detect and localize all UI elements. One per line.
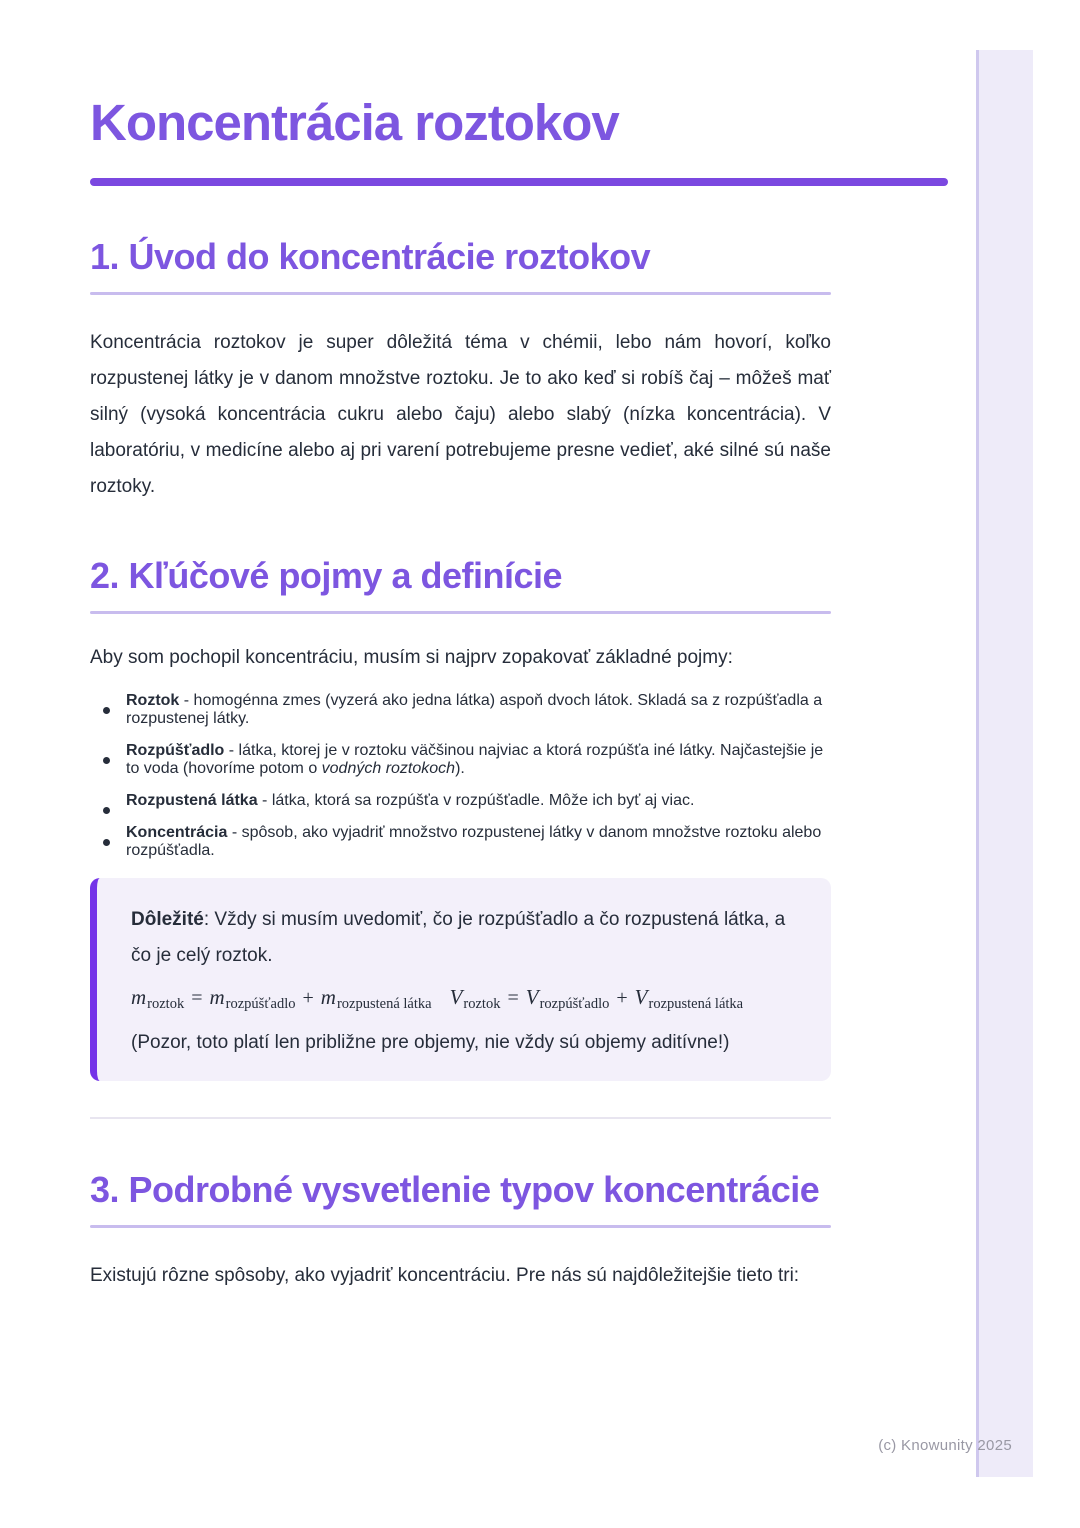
bullet-icon bbox=[103, 839, 110, 846]
formula-sub: rozpúšťadlo bbox=[225, 996, 296, 1012]
important-callout bbox=[90, 878, 831, 1081]
formula-var: m bbox=[209, 985, 225, 1009]
bullet-term: Roztok bbox=[126, 692, 180, 709]
bullet-text: - spôsob, ako vyjadriť množstvo rozpustenej látky v danom množstve roztoku alebo rozpúšťadla. bbox=[126, 824, 822, 859]
section-heading-3: 3. Podrobné vysvetlenie typov koncentrácie bbox=[90, 1169, 820, 1210]
section-key-terms bbox=[90, 553, 831, 1119]
formula-operator: + bbox=[616, 987, 628, 1009]
formula-operator: = bbox=[191, 987, 203, 1009]
bullet-text: ). bbox=[455, 760, 465, 777]
bullet-icon bbox=[103, 807, 110, 814]
formula-sub: roztok bbox=[147, 996, 185, 1012]
heading-underline bbox=[90, 1225, 831, 1228]
title-rule bbox=[90, 178, 948, 186]
bullet-icon bbox=[103, 757, 110, 764]
formula-operator: + bbox=[302, 987, 314, 1009]
section-heading-2: 2. Kľúčové pojmy a definície bbox=[90, 555, 563, 596]
formula-sub: rozpustená látka bbox=[648, 996, 744, 1012]
list-item bbox=[90, 824, 831, 860]
list-item bbox=[90, 792, 831, 810]
formula-var: V bbox=[634, 985, 648, 1009]
callout-colon: : bbox=[203, 909, 215, 930]
bullet-text: - látka, ktorej je v roztoku väčšinou najviac a ktorá rozpúšťa iné látky. Najčastejšie je to voda (hovoríme potom o bbox=[126, 742, 824, 777]
mass-equation bbox=[131, 977, 432, 1024]
bullet-term: Rozpúšťadlo bbox=[126, 742, 225, 759]
callout-label: Dôležité bbox=[131, 909, 204, 930]
bullet-text: - homogénna zmes (vyzerá ako jedna látka) aspoň dvoch látok. Skladá sa z rozpúšťadla a rozpustenej látky. bbox=[126, 692, 823, 727]
volume-equation bbox=[450, 977, 744, 1024]
terms-intro: Aby som pochopil koncentráciu, musím si najprv zopakovať základné pojmy: bbox=[90, 647, 733, 668]
bullet-term: Rozpustená látka bbox=[126, 792, 258, 809]
next-page-edge-strip bbox=[976, 50, 1033, 1477]
bullet-icon bbox=[103, 707, 110, 714]
section-concentration-types bbox=[90, 1167, 831, 1294]
formula-var: V bbox=[525, 985, 539, 1009]
formula-sub: rozpúšťadlo bbox=[539, 996, 610, 1012]
mass-volume-formula bbox=[131, 977, 803, 1024]
section-divider bbox=[90, 1117, 831, 1119]
section-intro bbox=[90, 234, 831, 505]
formula-var: m bbox=[131, 985, 147, 1009]
formula-sub: roztok bbox=[463, 996, 501, 1012]
formula-sub: rozpustená látka bbox=[336, 996, 432, 1012]
bullet-text-italic: vodných roztokoch bbox=[321, 760, 456, 777]
callout-note: (Pozor, toto platí len približne pre objemy, nie vždy sú objemy aditívne!) bbox=[131, 1032, 730, 1053]
heading-underline bbox=[90, 611, 831, 614]
list-item bbox=[90, 692, 831, 728]
bullet-term: Koncentrácia bbox=[126, 824, 228, 841]
formula-var: V bbox=[449, 985, 463, 1009]
intro-paragraph: Koncentrácia roztokov je super dôležitá téma v chémii, lebo nám hovorí, koľko rozpustenej látky je v danom množstve roztoku. Je to ako keď si robíš čaj – môžeš mať silný (vysoká koncentrácia cukru alebo čaju) alebo slabý (nízka koncentrácia). V laboratóriu, v medicíne alebo aj pri varení potrebujeme presne vedieť, aké silné sú naše roztoky. bbox=[90, 332, 831, 497]
footer-credit: (c) Knowunity 2025 bbox=[878, 1437, 1012, 1454]
bullet-text: - látka, ktorá sa rozpúšťa v rozpúšťadle. Môže ich byť aj viac. bbox=[257, 792, 695, 809]
page-title: Koncentrácia roztokov bbox=[90, 94, 619, 151]
types-paragraph: Existujú rôzne spôsoby, ako vyjadriť koncentráciu. Pre nás sú najdôležitejšie tieto tri: bbox=[90, 1265, 800, 1286]
section-heading-1: 1. Úvod do koncentrácie roztokov bbox=[90, 236, 651, 277]
callout-body-text: Vždy si musím uvedomiť, čo je rozpúšťadlo a čo rozpustená látka, a čo je celý roztok. bbox=[131, 909, 786, 966]
formula-operator: = bbox=[507, 987, 519, 1009]
heading-underline bbox=[90, 292, 831, 295]
callout-text bbox=[131, 902, 803, 974]
terms-bullet-list bbox=[90, 692, 831, 860]
list-item bbox=[90, 742, 831, 778]
formula-var: m bbox=[320, 985, 336, 1009]
page-content bbox=[90, 0, 831, 1294]
